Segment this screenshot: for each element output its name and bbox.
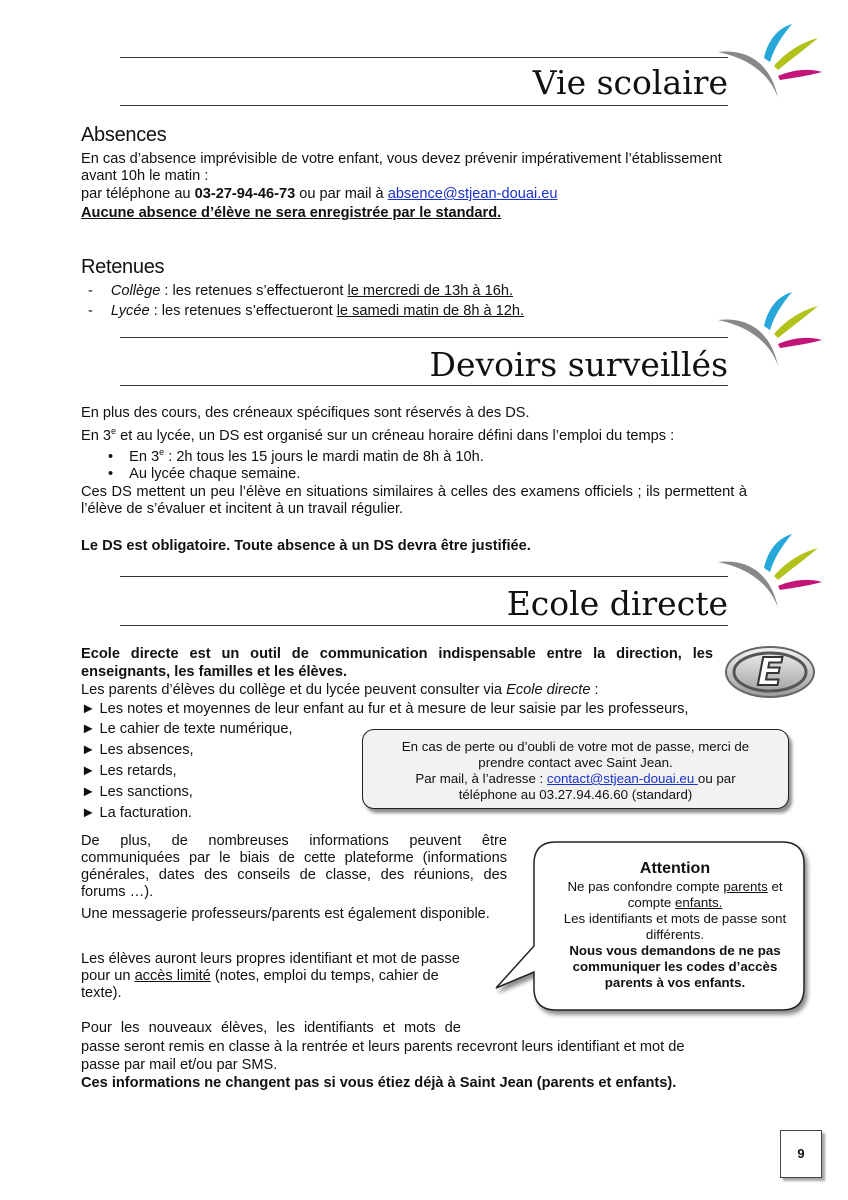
superscript: e (111, 426, 117, 436)
text-run: : 2h tous les 15 jours le mardi matin de 8h à 10h. (164, 448, 484, 465)
absences-heading: Absences (81, 124, 167, 146)
retenue-when: le samedi matin de 8h à 12h. (336, 303, 525, 319)
text-run: Les élèves auront leurs propres identifiant et mot de passe pour un (81, 951, 460, 984)
bubble-line (540, 879, 810, 895)
ecole-p-messagerie: Une messagerie professeurs/parents est également disponible. (81, 906, 490, 922)
bubble-line (540, 895, 810, 911)
section-rule-top (120, 576, 728, 577)
absences-warning: Aucune absence d’élève ne sera enregistrée par le standard. (81, 205, 502, 221)
section-rule-bottom (120, 105, 728, 106)
retenue-text: : les retenues s’effectueront (149, 303, 337, 319)
phone-number: 03-27-94-46-73 (194, 186, 296, 202)
superscript: e (159, 447, 165, 457)
section-rule-bottom (120, 625, 728, 626)
retenues-heading: Retenues (81, 256, 165, 278)
list-item: ► Les retards, (81, 763, 177, 779)
bullet-dot-icon: • (108, 466, 114, 482)
text-run: Au lycée chaque semaine. (129, 466, 301, 482)
phone-prefix: par téléphone au (81, 186, 195, 202)
ecole-intro: Ecole directe est un outil de communication indispensable entre la direction, les enseignants, les familles et les élèves. (81, 646, 713, 680)
retenues-item (88, 303, 524, 320)
section-rule-top (120, 337, 728, 338)
devoirs-bullet-2 (108, 466, 300, 483)
devoirs-p3: Ces DS mettent un peu l’élève en situations similaires à celles des examens officiels ; ils permettent à l’élève de s’évaluer et incitent à un travail régulier. (81, 484, 747, 517)
bullet-dot-icon: • (108, 448, 114, 465)
retenue-who: Lycée (110, 303, 150, 319)
attention-bubble-text (540, 859, 810, 991)
text-run: : (590, 682, 599, 698)
ecole-p-final: Ces informations ne changent pas si vous étiez déjà à Saint Jean (parents et enfants). (81, 1075, 677, 1091)
ecole-p-new-2: passe seront remis en classe à la rentrée et leurs parents recevront leurs identifiant et mot de (81, 1039, 685, 1055)
text-run: compte (627, 895, 675, 910)
text-run: Les parents d’élèves du collège et du lycée peuvent consulter via (81, 682, 507, 698)
list-item: ► Les sanctions, (81, 784, 193, 800)
list-item: ► Les notes et moyennes de leur enfant au fur et à mesure de leur saisie par les professeurs, (81, 701, 689, 717)
text-run: Ecole directe (506, 682, 591, 698)
retenue-who: Collège (110, 283, 161, 299)
swoosh-logo-icon (712, 18, 824, 102)
absence-mail-link[interactable]: absence@stjean-douai.eu (387, 186, 558, 202)
list-bullet: - (88, 303, 93, 319)
text-run: En 3 (81, 427, 112, 444)
password-info-box (362, 729, 789, 809)
retenues-item (88, 283, 513, 300)
bubble-bold: Nous vous demandons de ne pas communiquer les codes d’accès parents à vos enfants. (569, 943, 781, 990)
section-title-vie-scolaire: Vie scolaire (532, 63, 728, 102)
text-run: et au lycée, un DS est organisé sur un créneau horaire défini dans l’emploi du temps : (116, 427, 675, 444)
text-run: (notes, emploi du temps, cahier de texte). (81, 968, 439, 1001)
absences-line1: En cas d’absence imprévisible de votre enfant, vous devez prévenir impérativement l’établissement (81, 151, 722, 167)
text-run: Par mail, à l’adresse : (415, 771, 547, 786)
logo-letter: E (757, 650, 783, 694)
ecole-intro2 (81, 682, 599, 699)
list-item: ► Le cahier de texte numérique, (81, 721, 293, 737)
contact-mail-link[interactable]: contact@stjean-douai.eu (546, 771, 698, 786)
box-line (363, 771, 788, 787)
retenue-text: : les retenues s’effectueront (160, 283, 348, 299)
list-item: ► Les absences, (81, 742, 194, 758)
section-title-devoirs: Devoirs surveillés (429, 345, 728, 384)
swoosh-logo-icon (712, 528, 824, 612)
attention-title: Attention (639, 860, 711, 877)
list-item: ► La facturation. (81, 805, 192, 821)
text-run: En 3 (129, 448, 160, 465)
list-bullet: - (88, 283, 93, 299)
absences-contact (81, 186, 558, 203)
section-rule-bottom (120, 385, 728, 386)
box-line: prendre contact avec Saint Jean. (478, 755, 673, 770)
section-rule-top (120, 57, 728, 58)
devoirs-p2 (81, 423, 674, 445)
section-title-ecole-directe: Ecole directe (506, 584, 728, 623)
ecole-p-new-1: Pour les nouveaux élèves, les identifiants et mots de (81, 1020, 461, 1036)
ecole-p-plus: De plus, de nombreuses informations peuvent être communiquées par le biais de cette plateforme (informations générales, dates des conseils de classe, des réunions, des forums …). (81, 833, 507, 900)
mail-prefix: ou par mail à (295, 186, 388, 202)
text-run: ou par (697, 771, 736, 786)
text-run: et (767, 879, 783, 894)
ecole-p-new-3: passe par mail et/ou par SMS. (81, 1057, 278, 1073)
text-run: Ne pas confondre compte (567, 879, 724, 894)
swoosh-logo-icon (712, 286, 824, 370)
bubble-line: Les identifiants et mots de passe sont (563, 911, 787, 926)
page-number: 9 (780, 1130, 822, 1178)
bubble-line: différents. (645, 927, 705, 942)
devoirs-bullet-1 (108, 444, 484, 466)
absences-line2: avant 10h le matin : (81, 168, 209, 184)
retenue-when: le mercredi de 13h à 16h. (347, 283, 513, 299)
text-run: parents (723, 879, 768, 894)
ecole-p-eleves (81, 951, 481, 1002)
ecole-directe-logo (724, 644, 816, 700)
text-run: enfants. (675, 895, 723, 910)
devoirs-p4: Le DS est obligatoire. Toute absence à un DS devra être justifiée. (81, 538, 531, 554)
box-line: En cas de perte ou d’oubli de votre mot de passe, merci de (401, 739, 750, 754)
devoirs-p1: En plus des cours, des créneaux spécifiques sont réservés à des DS. (81, 405, 530, 421)
box-line: téléphone au 03.27.94.46.60 (standard) (458, 787, 693, 802)
text-run: accès limité (134, 968, 211, 984)
